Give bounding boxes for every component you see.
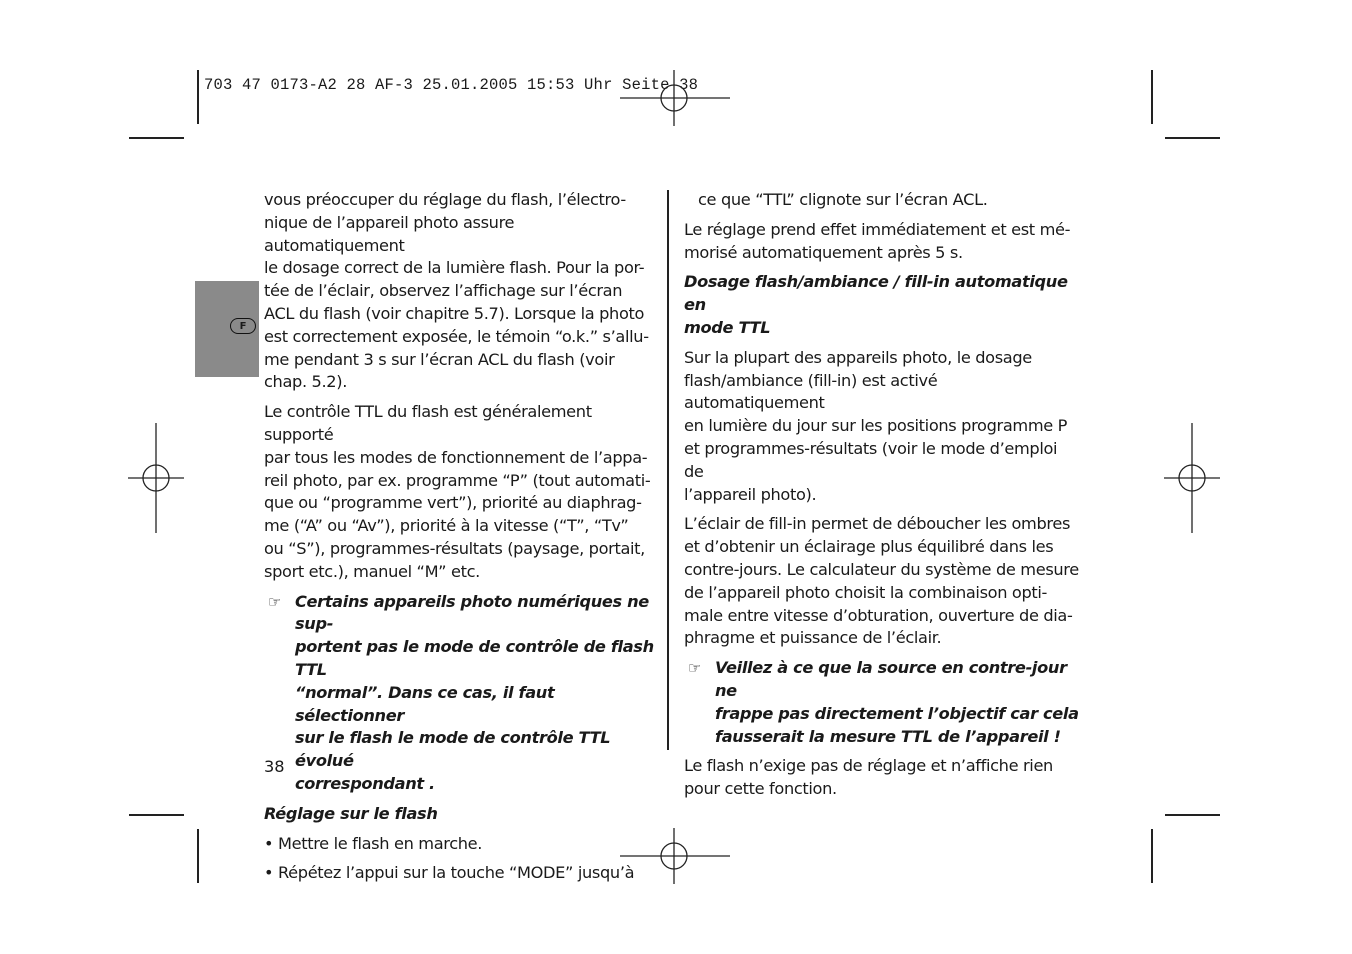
text-line: Le contrôle TTL du flash est généralement supporté [264,402,592,444]
text-line: sport etc.), manuel “M” etc. [264,561,480,581]
text-line: “normal”. Dans ce cas, il faut sélectionner [295,682,555,725]
text-line: reil photo, par ex. programme “P” (tout automati- [264,470,651,490]
registration-mark-top-icon [620,70,730,126]
crop-mark [1151,70,1153,124]
text-line: mode TTL [684,317,771,337]
text-line: nique de l’appareil photo assure automatiquement [264,212,515,255]
text-line: phragme et puissance de l’éclair. [684,628,942,648]
text-line: l’appareil photo). [684,484,817,504]
text-line: Le flash n’exige pas de réglage et n’affiche rien [684,756,1053,776]
text-line: male entre vitesse d’obturation, ouverture de dia- [684,605,1073,625]
text-line: ACL du flash (voir chapitre 5.7). Lorsque la photo [264,303,645,323]
bullet-item: • Répétez l’appui sur la touche “MODE” jusqu’à [264,863,635,883]
pointing-hand-icon: ☞ [268,592,282,611]
registration-mark-left-icon [128,423,184,533]
registration-mark-right-icon [1164,423,1220,533]
text-line: Sur la plupart des appareils photo, le dosage [684,347,1032,367]
text-line: contre-jours. Le calculateur du système de mesure [684,559,1079,579]
page-number: 38 [264,757,285,776]
text-line: pour cette fonction. [684,779,837,799]
text-line: frappe pas directement l’objectif car cela [715,703,1079,723]
paragraph [684,513,1079,650]
note [264,591,656,796]
paragraph [264,189,656,394]
right-column [684,189,1079,808]
crop-mark [197,829,199,883]
text-line: chap. 5.2). [264,372,347,392]
section-heading: Réglage sur le flash [264,803,438,823]
text-line: que ou “programme vert”), priorité au diaphrag- [264,493,642,513]
paragraph [684,219,1079,265]
text-line: Dosage flash/ambiance / fill-in automatique en [684,272,1068,315]
text-line: en lumière du jour sur les positions programme P [684,416,1068,436]
crop-mark [129,137,184,139]
text-line: sur le flash le mode de contrôle TTL évolué [295,728,611,771]
crop-mark [1151,829,1153,883]
text-line: tée de l’éclair, observez l’affichage sur l’écran [264,281,623,301]
crop-mark [197,70,199,124]
text-line: et d’obtenir un éclairage plus équilibré dans les [684,537,1054,557]
column-divider [667,190,669,750]
section-heading [684,271,1079,339]
text-line: L’éclair de fill-in permet de déboucher les ombres [684,514,1071,534]
crop-mark [1165,814,1220,816]
bullet-item: • Mettre le flash en marche. [264,833,483,853]
text-line: morisé automatiquement après 5 s. [684,242,963,262]
text-line: Certains appareils photo numériques ne sup- [295,591,649,634]
pointing-hand-icon: ☞ [688,659,702,678]
text-line: de l’appareil photo choisit la combinaison opti- [684,582,1048,602]
text-line: correspondant . [295,773,435,793]
text-line: flash/ambiance (fill-in) est activé automatiquement [684,370,938,413]
text-line: me pendant 3 s sur l’écran ACL du flash (voir [264,349,615,369]
paragraph [684,347,1079,507]
note [684,657,1079,748]
left-column [264,189,656,892]
language-badge: F [230,318,256,334]
text-line: vous préoccuper du réglage du flash, l’électro- [264,190,626,209]
text-line: Veillez à ce que la source en contre-jour ne [715,658,1067,700]
text-line: ou “S”), programmes-résultats (paysage, portait, [264,538,645,558]
text-line: portent pas le mode de contrôle de flash TTL [295,637,654,679]
text-line: me (“A” ou “Av”), priorité à la vitesse (“T”, “Tv” [264,516,629,536]
text-line: fausserait la mesure TTL de l’appareil ! [715,726,1061,746]
text-line: Le réglage prend effet immédiatement et est mé- [684,219,1071,239]
paragraph [264,401,656,583]
bullet-continuation: ce que “TTL” clignote sur l’écran ACL. [698,190,988,209]
text-line: par tous les modes de fonctionnement de l’appa- [264,447,648,467]
text-line: et programmes-résultats (voir le mode d’emploi de [684,438,1058,481]
print-header: 703 47 0173-A2 28 AF-3 25.01.2005 15:53 Uhr Seite 38 [204,76,699,94]
text-line: est correctement exposée, le témoin “o.k.” s’allu- [264,326,649,346]
text-line: le dosage correct de la lumière flash. Pour la por- [264,258,645,278]
crop-mark [1165,137,1220,139]
paragraph [684,755,1079,801]
crop-mark [129,814,184,816]
